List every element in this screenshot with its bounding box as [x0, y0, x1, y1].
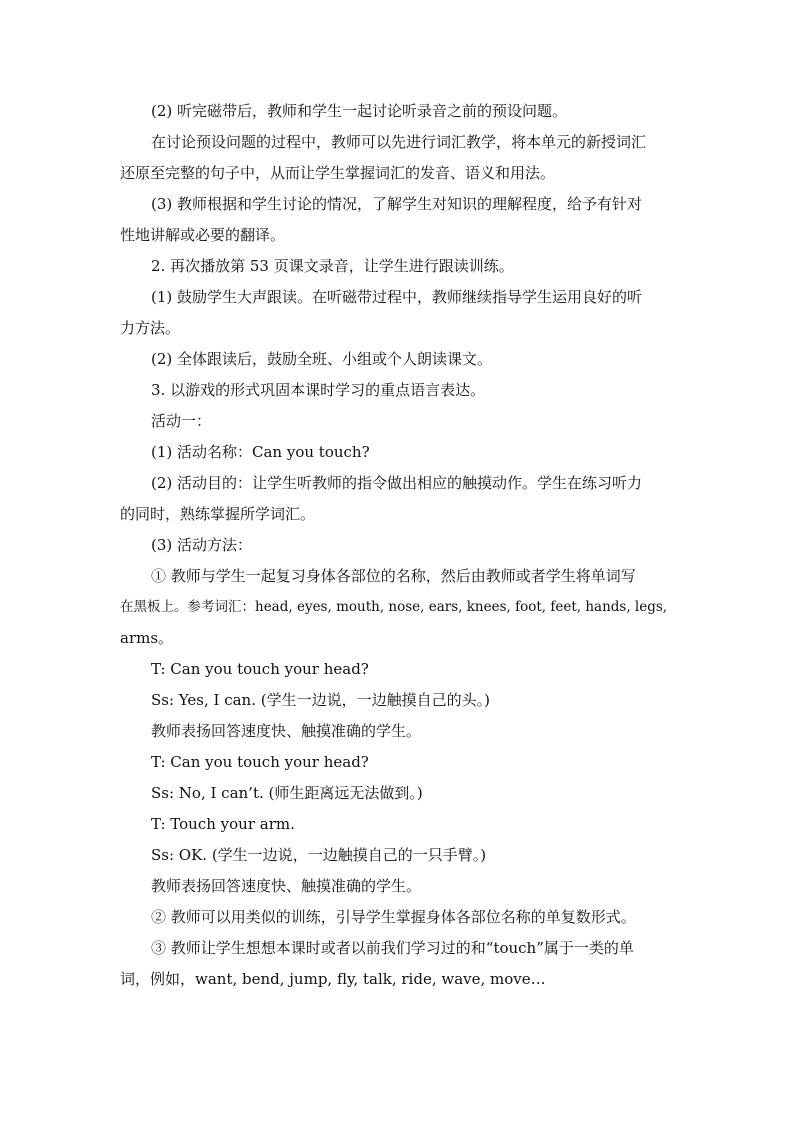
text-line: Ss: No, I can’t. (师生距离远无法做到。): [151, 784, 423, 802]
text-line: 教师表扬回答速度快、触摸准确的学生。: [151, 877, 422, 895]
text-line: 活动一：: [151, 412, 212, 430]
text-line: 的同时，熟练掌握所学词汇。: [120, 505, 316, 523]
text-line: (3) 活动方法：: [151, 536, 253, 554]
text-line: (2) 听完磁带后，教师和学生一起讨论听录音之前的预设问题。: [151, 102, 568, 120]
text-line: (3) 教师根据和学生讨论的情况，了解学生对知识的理解程度，给予有针对: [151, 195, 643, 213]
text-line: 在讨论预设问题的过程中，教师可以先进行词汇教学，将本单元的新授词汇: [151, 133, 647, 151]
text-line: 2. 再次播放第 53 页课文录音，让学生进行跟读训练。: [151, 257, 514, 275]
text-line: 3. 以游戏的形式巩固本课时学习的重点语言表达。: [151, 381, 486, 399]
document-page: [120, 96, 676, 995]
text-line: 性地讲解或必要的翻译。: [120, 226, 286, 244]
text-line: 还原至完整的句子中，从而让学生掌握词汇的发音、语义和用法。: [120, 164, 556, 182]
text-line: 在黑板上。参考词汇：head, eyes, mouth, nose, ears, knees, foot, feet, hands, legs,: [120, 599, 668, 615]
text-line: 力方法。: [120, 319, 181, 337]
text-line: (2) 活动目的：让学生听教师的指令做出相应的触摸动作。学生在练习听力: [151, 474, 643, 492]
text-line: (2) 全体跟读后，鼓励全班、小组或个人朗读课文。: [151, 350, 493, 368]
text-line: arms。: [120, 629, 174, 647]
text-line: T: Can you touch your head?: [151, 753, 369, 771]
text-line: Ss: Yes, I can. (学生一边说，一边触摸自己的头。): [151, 691, 490, 709]
text-line: (1) 活动名称：Can you touch?: [151, 443, 370, 461]
text-line: Ss: OK. (学生一边说，一边触摸自己的一只手臂。): [151, 846, 487, 864]
text-line: ② 教师可以用类似的训练，引导学生掌握身体各部位名称的单复数形式。: [151, 908, 636, 926]
text-line: ③ 教师让学生想想本课时或者以前我们学习过的和“touch”属于一类的单: [151, 939, 634, 957]
text-line: (1) 鼓励学生大声跟读。在听磁带过程中，教师继续指导学生运用良好的听: [151, 288, 643, 306]
text-line: ① 教师与学生一起复习身体各部位的名称，然后由教师或者学生将单词写: [151, 567, 636, 585]
text-line: 词，例如，want, bend, jump, fly, talk, ride, wave, move…: [120, 970, 546, 988]
text-line: 教师表扬回答速度快、触摸准确的学生。: [151, 722, 422, 740]
text-line: T: Can you touch your head?: [151, 660, 369, 678]
text-line: T: Touch your arm.: [151, 815, 295, 833]
